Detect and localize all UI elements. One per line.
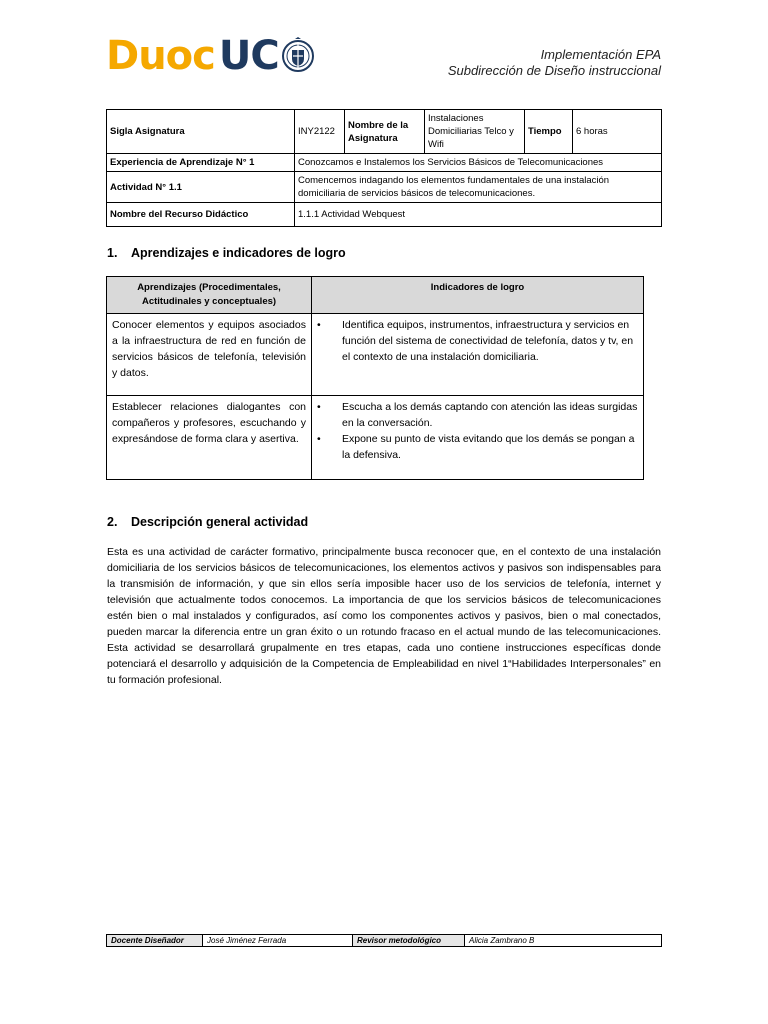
docente-label: Docente Diseñador (107, 935, 203, 947)
header-line-implementacion: Implementación EPA (540, 47, 661, 62)
footer-credits-table (106, 934, 662, 947)
column-header-indicadores: Indicadores de logro (312, 277, 644, 314)
learning-outcomes-table (106, 276, 644, 480)
section-2-title: Descripción general actividad (131, 515, 309, 529)
section-1-title: Aprendizajes e indicadores de logro (131, 246, 346, 260)
activity-description: Esta es una actividad de carácter formativo, principalmente busca reconocer que, en el contexto de una instalación domiciliaria de los servicios básicos de telecomunicaciones, los elementos activos y pasivos son indispensables para la transmisión de información, y que sin ellos sería imposible hacer uso de los servicios de telefonía, internet y televisión que actualmente todos conocemos. La importancia de que los servicios básicos de telecomunicaciones estén bien o mal instalados y configurados, así como los componentes activos y pasivos, bien o mal conectados, pueden marcar la diferencia entre un gran éxito o un rotundo fracaso en el actual mundo de las telecomunicaciones. Esta actividad se desarrollará grupalmente en tres etapas, cada uno contiene instrucciones específicas donde potenciará el desarrollo y adquisición de la Competencia de Empleabilidad en nivel 1“Habilidades Interpersonales” en tu formación profesional. (107, 546, 661, 686)
duoc-uc-logo (106, 34, 315, 78)
tiempo-value: 6 horas (573, 110, 662, 154)
revisor-value: Alicia Zambrano B (465, 935, 662, 947)
document-header (448, 47, 661, 79)
column-header-aprendizajes: Aprendizajes (Procedimentales, Actitudinales y conceptuales) (107, 277, 312, 314)
list-item: • Escucha a los demás captando con atención las ideas surgidas en la conversación. (317, 401, 638, 429)
nombre-label: Nombre de la Asignatura (345, 110, 425, 154)
aprendizaje-cell: Conocer elementos y equipos asociados a la infraestructura de red en función de servicios básicos de telefonía, televisión y datos. (107, 314, 312, 396)
bullet-icon: • (317, 401, 321, 413)
recurso-value: 1.1.1 Actividad Webquest (295, 203, 662, 227)
recurso-label: Nombre del Recurso Didáctico (107, 203, 295, 227)
actividad-label: Actividad N° 1.1 (107, 172, 295, 203)
university-seal-icon (281, 36, 315, 76)
course-info-table (106, 109, 662, 227)
section-1-number: 1. (107, 246, 118, 260)
list-item: • Identifica equipos, instrumentos, infraestructura y servicios en función del sistema de conectividad de telefonía, datos y tv, en el contexto de una instalación domiciliaria. (317, 319, 634, 363)
section-2-heading (107, 515, 308, 529)
indicadores-cell (312, 396, 644, 480)
sigla-value: INY2122 (295, 110, 345, 154)
header-line-subdireccion: Subdirección de Diseño instruccional (447, 63, 661, 78)
indicadores-cell (312, 314, 644, 396)
sigla-label: Sigla Asignatura (107, 110, 295, 154)
experiencia-value: Conozcamos e Instalemos los Servicios Básicos de Telecomunicaciones (295, 154, 662, 172)
experiencia-label: Experiencia de Aprendizaje N° 1 (107, 154, 295, 172)
tiempo-label: Tiempo (525, 110, 573, 154)
section-2-number: 2. (107, 515, 118, 529)
section-1-heading (107, 246, 346, 260)
nombre-value: Instalaciones Domiciliarias Telco y Wifi (425, 110, 525, 154)
revisor-label: Revisor metodológico (353, 935, 465, 947)
list-item: • Expone su punto de vista evitando que los demás se pongan a la defensiva. (317, 433, 635, 461)
table-row (107, 396, 644, 480)
logo-text-duoc: Duoc (106, 33, 215, 79)
docente-value: José Jiménez Ferrada (203, 935, 353, 947)
bullet-icon: • (317, 319, 321, 331)
logo-text-uc: UC (218, 33, 279, 79)
table-row (107, 314, 644, 396)
aprendizaje-cell: Establecer relaciones dialogantes con compañeros y profesores, escuchando y expresándose de forma clara y asertiva. (107, 396, 312, 480)
actividad-value: Comencemos indagando los elementos fundamentales de una instalación domiciliaria de servicios básicos de telecomunicaciones. (295, 172, 662, 203)
bullet-icon: • (317, 433, 321, 445)
